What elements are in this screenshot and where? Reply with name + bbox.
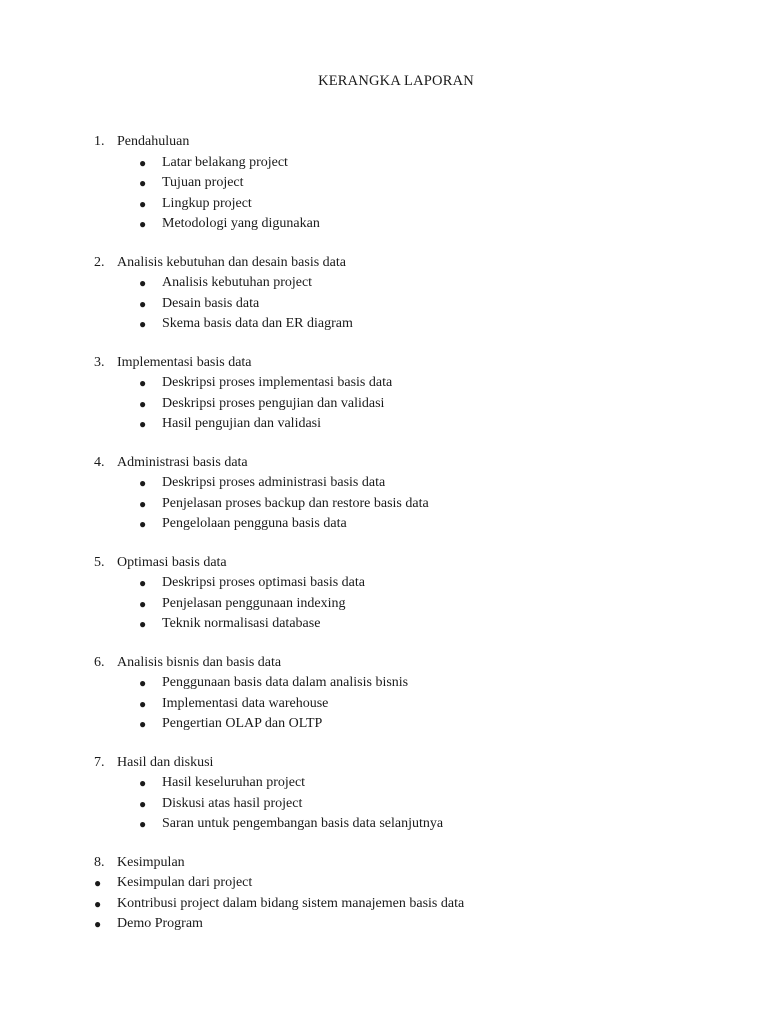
bullet-icon: ● xyxy=(139,496,147,511)
bullet-text: Diskusi atas hasil project xyxy=(162,795,303,811)
section-number: 2. xyxy=(94,254,105,270)
bullet-icon: ● xyxy=(94,896,102,911)
bullet-item xyxy=(0,673,768,694)
bullet-item xyxy=(0,494,768,515)
bullet-item xyxy=(0,914,768,935)
section-heading-line xyxy=(0,353,768,374)
bullet-item xyxy=(0,373,768,394)
bullet-item xyxy=(0,214,768,235)
bullet-icon: ● xyxy=(139,717,147,731)
bullet-text: Analisis kebutuhan project xyxy=(162,275,313,290)
section-number: 3. xyxy=(94,354,105,370)
section-number: 6. xyxy=(94,654,105,670)
bullet-item xyxy=(0,594,768,615)
bullet-text: Hasil pengujian dan validasi xyxy=(162,416,322,431)
bullet-item xyxy=(0,473,768,494)
bullet-icon: ● xyxy=(139,396,147,411)
bullet-text: Kontribusi project dalam bidang sistem manajemen basis data xyxy=(117,895,465,911)
section-heading: Analisis kebutuhan dan desain basis data xyxy=(117,254,347,270)
bullet-text: Hasil keseluruhan project xyxy=(162,775,306,790)
bullet-item xyxy=(0,573,768,594)
bullet-text: Deskripsi proses administrasi basis data xyxy=(162,475,386,490)
outline-section xyxy=(0,553,768,635)
bullet-item xyxy=(0,414,768,435)
bullet-text: Kesimpulan dari project xyxy=(117,875,253,890)
bullet-icon: ● xyxy=(139,376,147,390)
bullet-text: Penjelasan penggunaan indexing xyxy=(162,595,346,611)
section-heading: Optimasi basis data xyxy=(117,554,227,570)
outline-section xyxy=(0,453,768,535)
bullet-item xyxy=(0,394,768,415)
bullet-icon: ● xyxy=(139,317,147,331)
section-heading-line xyxy=(0,753,768,774)
bullet-item xyxy=(0,614,768,635)
bullet-item xyxy=(0,694,768,715)
section-heading: Analisis bisnis dan basis data xyxy=(117,654,282,670)
section-heading-line xyxy=(0,253,768,274)
bullet-text: Penjelasan proses backup dan restore basis data xyxy=(162,495,429,511)
bullet-icon: ● xyxy=(139,155,147,170)
bullet-icon: ● xyxy=(139,417,147,431)
section-number: 7. xyxy=(94,754,105,770)
bullet-text: Metodologi yang digunakan xyxy=(162,216,320,231)
bullet-item xyxy=(0,173,768,194)
section-heading-line xyxy=(0,653,768,674)
bullet-icon: ● xyxy=(139,517,147,531)
bullet-item xyxy=(0,194,768,215)
bullet-item xyxy=(0,814,768,835)
bullet-item xyxy=(0,773,768,794)
outline-section xyxy=(0,353,768,435)
bullet-icon: ● xyxy=(139,596,147,611)
bullet-icon: ● xyxy=(139,617,147,631)
bullet-item xyxy=(0,714,768,735)
bullet-text: Teknik normalisasi database xyxy=(162,616,321,631)
section-heading: Hasil dan diskusi xyxy=(117,754,214,770)
bullet-icon: ● xyxy=(94,876,102,890)
bullet-item xyxy=(0,314,768,335)
bullet-text: Lingkup project xyxy=(162,195,252,211)
bullet-icon: ● xyxy=(94,917,102,931)
bullet-text: Latar belakang project xyxy=(162,154,288,170)
document-title: KERANGKA LAPORAN xyxy=(318,73,474,89)
bullet-icon: ● xyxy=(139,676,147,690)
section-heading-line xyxy=(0,553,768,574)
report-outline xyxy=(0,132,768,953)
bullet-icon: ● xyxy=(139,176,147,190)
bullet-item xyxy=(0,894,768,915)
outline-section xyxy=(0,132,768,235)
section-heading: Administrasi basis data xyxy=(117,454,248,470)
bullet-icon: ● xyxy=(139,796,147,811)
bullet-text: Demo Program xyxy=(117,916,203,931)
section-heading: Implementasi basis data xyxy=(117,354,252,370)
bullet-icon: ● xyxy=(139,817,147,831)
outline-section xyxy=(0,853,768,935)
section-heading-line xyxy=(0,853,768,874)
section-heading-line xyxy=(0,453,768,474)
bullet-text: Pengertian OLAP dan OLTP xyxy=(162,716,323,731)
section-heading: Pendahuluan xyxy=(117,134,190,149)
bullet-text: Penggunaan basis data dalam analisis bisnis xyxy=(162,675,409,690)
bullet-item xyxy=(0,873,768,894)
bullet-item xyxy=(0,794,768,815)
bullet-text: Deskripsi proses optimasi basis data xyxy=(162,575,365,590)
section-number: 4. xyxy=(94,454,105,470)
section-heading-line xyxy=(0,132,768,153)
bullet-text: Deskripsi proses pengujian dan validasi xyxy=(162,395,385,411)
bullet-icon: ● xyxy=(139,696,147,711)
bullet-item xyxy=(0,514,768,535)
bullet-text: Pengelolaan pengguna basis data xyxy=(162,516,347,531)
bullet-icon: ● xyxy=(139,476,147,490)
outline-section xyxy=(0,753,768,835)
bullet-icon: ● xyxy=(139,217,147,231)
bullet-text: Deskripsi proses implementasi basis data xyxy=(162,375,393,390)
bullet-icon: ● xyxy=(139,276,147,290)
bullet-text: Implementasi data warehouse xyxy=(162,695,329,711)
bullet-text: Tujuan project xyxy=(162,175,244,190)
bullet-item xyxy=(0,294,768,315)
section-number: 1. xyxy=(94,134,105,149)
section-heading: Kesimpulan xyxy=(117,854,185,870)
bullet-text: Skema basis data dan ER diagram xyxy=(162,316,353,331)
bullet-text: Desain basis data xyxy=(162,295,260,311)
outline-section xyxy=(0,253,768,335)
bullet-icon: ● xyxy=(139,776,147,790)
outline-section xyxy=(0,653,768,735)
bullet-icon: ● xyxy=(139,196,147,211)
bullet-text: Saran untuk pengembangan basis data selanjutnya xyxy=(162,816,444,831)
bullet-item xyxy=(0,273,768,294)
bullet-item xyxy=(0,153,768,174)
section-number: 5. xyxy=(94,554,105,570)
bullet-icon: ● xyxy=(139,296,147,311)
section-number: 8. xyxy=(94,854,105,870)
bullet-icon: ● xyxy=(139,576,147,590)
